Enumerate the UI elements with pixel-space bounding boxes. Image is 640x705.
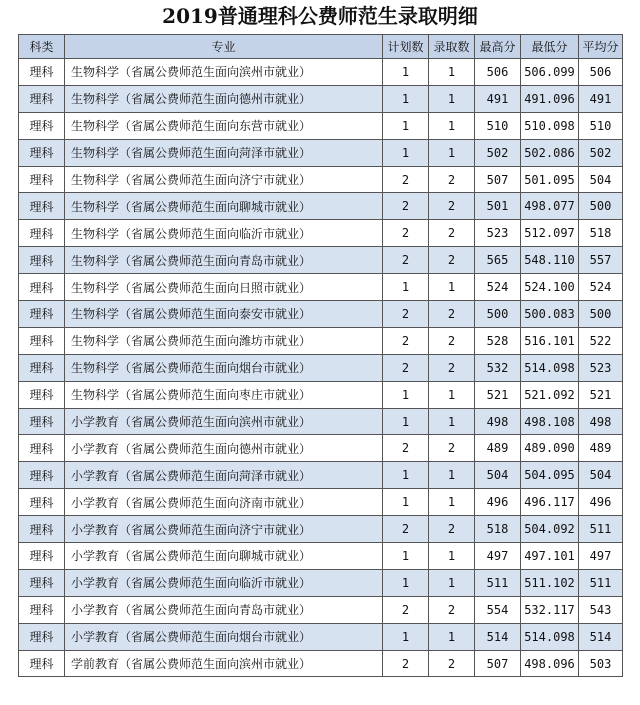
cell-min-score: 489.090 — [521, 435, 579, 462]
cell-avg-score: 503 — [579, 650, 623, 677]
header-category: 科类 — [19, 35, 65, 59]
table-header-row — [19, 35, 623, 59]
cell-major: 生物科学（省属公费师范生面向日照市就业） — [65, 274, 383, 301]
cell-max-score: 514 — [475, 623, 521, 650]
cell-max-score: 501 — [475, 193, 521, 220]
cell-avg-score: 491 — [579, 85, 623, 112]
cell-category: 理科 — [19, 650, 65, 677]
cell-major: 生物科学（省属公费师范生面向烟台市就业） — [65, 354, 383, 381]
cell-min-score: 504.092 — [521, 516, 579, 543]
cell-min-score: 498.077 — [521, 193, 579, 220]
cell-category: 理科 — [19, 247, 65, 274]
cell-major: 小学教育（省属公费师范生面向滨州市就业） — [65, 408, 383, 435]
cell-plan: 1 — [383, 489, 429, 516]
cell-category: 理科 — [19, 435, 65, 462]
cell-plan: 2 — [383, 247, 429, 274]
table-row — [19, 596, 623, 623]
cell-admitted: 1 — [429, 381, 475, 408]
cell-admitted: 2 — [429, 220, 475, 247]
cell-admitted: 1 — [429, 408, 475, 435]
cell-category: 理科 — [19, 381, 65, 408]
cell-major: 小学教育（省属公费师范生面向临沂市就业） — [65, 569, 383, 596]
cell-admitted: 2 — [429, 193, 475, 220]
table-row — [19, 193, 623, 220]
cell-category: 理科 — [19, 193, 65, 220]
cell-max-score: 497 — [475, 543, 521, 570]
cell-category: 理科 — [19, 59, 65, 86]
cell-category: 理科 — [19, 301, 65, 328]
cell-avg-score: 543 — [579, 596, 623, 623]
cell-max-score: 507 — [475, 650, 521, 677]
cell-avg-score: 557 — [579, 247, 623, 274]
cell-category: 理科 — [19, 569, 65, 596]
cell-min-score: 498.108 — [521, 408, 579, 435]
cell-category: 理科 — [19, 543, 65, 570]
header-major: 专业 — [65, 35, 383, 59]
table-row — [19, 516, 623, 543]
cell-min-score: 511.102 — [521, 569, 579, 596]
cell-max-score: 491 — [475, 85, 521, 112]
cell-avg-score: 497 — [579, 543, 623, 570]
cell-admitted: 2 — [429, 596, 475, 623]
cell-avg-score: 498 — [579, 408, 623, 435]
cell-admitted: 1 — [429, 623, 475, 650]
cell-max-score: 502 — [475, 139, 521, 166]
cell-major: 小学教育（省属公费师范生面向济宁市就业） — [65, 516, 383, 543]
cell-avg-score: 510 — [579, 112, 623, 139]
cell-max-score: 489 — [475, 435, 521, 462]
cell-category: 理科 — [19, 489, 65, 516]
cell-plan: 2 — [383, 193, 429, 220]
cell-min-score: 521.092 — [521, 381, 579, 408]
cell-avg-score: 496 — [579, 489, 623, 516]
cell-category: 理科 — [19, 274, 65, 301]
header-max-score: 最高分 — [475, 35, 521, 59]
cell-admitted: 2 — [429, 516, 475, 543]
table-row — [19, 543, 623, 570]
cell-max-score: 510 — [475, 112, 521, 139]
cell-category: 理科 — [19, 596, 65, 623]
table-row — [19, 112, 623, 139]
table-row — [19, 489, 623, 516]
cell-major: 生物科学（省属公费师范生面向菏泽市就业） — [65, 139, 383, 166]
cell-category: 理科 — [19, 166, 65, 193]
cell-major: 生物科学（省属公费师范生面向泰安市就业） — [65, 301, 383, 328]
cell-plan: 1 — [383, 543, 429, 570]
cell-admitted: 1 — [429, 543, 475, 570]
cell-max-score: 554 — [475, 596, 521, 623]
header-min-score: 最低分 — [521, 35, 579, 59]
cell-avg-score: 511 — [579, 569, 623, 596]
table-row — [19, 569, 623, 596]
cell-admitted: 1 — [429, 489, 475, 516]
cell-major: 小学教育（省属公费师范生面向德州市就业） — [65, 435, 383, 462]
cell-plan: 1 — [383, 462, 429, 489]
cell-plan: 1 — [383, 112, 429, 139]
cell-min-score: 510.098 — [521, 112, 579, 139]
cell-plan: 1 — [383, 623, 429, 650]
cell-admitted: 1 — [429, 139, 475, 166]
cell-avg-score: 521 — [579, 381, 623, 408]
cell-avg-score: 504 — [579, 166, 623, 193]
table-row — [19, 462, 623, 489]
table-row — [19, 408, 623, 435]
cell-min-score: 504.095 — [521, 462, 579, 489]
cell-plan: 2 — [383, 166, 429, 193]
cell-plan: 2 — [383, 596, 429, 623]
cell-plan: 1 — [383, 408, 429, 435]
cell-min-score: 498.096 — [521, 650, 579, 677]
cell-category: 理科 — [19, 408, 65, 435]
cell-category: 理科 — [19, 220, 65, 247]
cell-max-score: 521 — [475, 381, 521, 408]
table-row — [19, 220, 623, 247]
cell-major: 生物科学（省属公费师范生面向潍坊市就业） — [65, 327, 383, 354]
cell-major: 生物科学（省属公费师范生面向德州市就业） — [65, 85, 383, 112]
cell-category: 理科 — [19, 462, 65, 489]
cell-max-score: 507 — [475, 166, 521, 193]
cell-min-score: 512.097 — [521, 220, 579, 247]
cell-avg-score: 500 — [579, 193, 623, 220]
cell-major: 生物科学（省属公费师范生面向临沂市就业） — [65, 220, 383, 247]
cell-max-score: 506 — [475, 59, 521, 86]
table-row — [19, 301, 623, 328]
cell-max-score: 511 — [475, 569, 521, 596]
cell-plan: 2 — [383, 220, 429, 247]
cell-major: 生物科学（省属公费师范生面向东营市就业） — [65, 112, 383, 139]
cell-major: 生物科学（省属公费师范生面向青岛市就业） — [65, 247, 383, 274]
cell-min-score: 548.110 — [521, 247, 579, 274]
cell-admitted: 1 — [429, 462, 475, 489]
cell-min-score: 497.101 — [521, 543, 579, 570]
cell-min-score: 514.098 — [521, 623, 579, 650]
cell-avg-score: 514 — [579, 623, 623, 650]
cell-plan: 1 — [383, 139, 429, 166]
cell-admitted: 2 — [429, 301, 475, 328]
cell-min-score: 524.100 — [521, 274, 579, 301]
table-row — [19, 435, 623, 462]
cell-max-score: 504 — [475, 462, 521, 489]
cell-plan: 2 — [383, 650, 429, 677]
cell-admitted: 1 — [429, 274, 475, 301]
cell-major: 生物科学（省属公费师范生面向济宁市就业） — [65, 166, 383, 193]
header-avg-score: 平均分 — [579, 35, 623, 59]
cell-major: 生物科学（省属公费师范生面向聊城市就业） — [65, 193, 383, 220]
cell-avg-score: 489 — [579, 435, 623, 462]
cell-plan: 1 — [383, 59, 429, 86]
cell-max-score: 498 — [475, 408, 521, 435]
cell-avg-score: 524 — [579, 274, 623, 301]
cell-major: 小学教育（省属公费师范生面向济南市就业） — [65, 489, 383, 516]
cell-min-score: 516.101 — [521, 327, 579, 354]
cell-avg-score: 523 — [579, 354, 623, 381]
table-row — [19, 139, 623, 166]
cell-max-score: 528 — [475, 327, 521, 354]
table-row — [19, 166, 623, 193]
cell-major: 生物科学（省属公费师范生面向枣庄市就业） — [65, 381, 383, 408]
cell-admitted: 2 — [429, 166, 475, 193]
cell-major: 小学教育（省属公费师范生面向聊城市就业） — [65, 543, 383, 570]
table-row — [19, 247, 623, 274]
cell-min-score: 501.095 — [521, 166, 579, 193]
cell-plan: 2 — [383, 435, 429, 462]
cell-min-score: 496.117 — [521, 489, 579, 516]
cell-min-score: 502.086 — [521, 139, 579, 166]
cell-admitted: 1 — [429, 112, 475, 139]
cell-min-score: 532.117 — [521, 596, 579, 623]
cell-plan: 2 — [383, 516, 429, 543]
cell-max-score: 500 — [475, 301, 521, 328]
cell-major: 学前教育（省属公费师范生面向滨州市就业） — [65, 650, 383, 677]
table-row — [19, 327, 623, 354]
cell-plan: 1 — [383, 381, 429, 408]
cell-category: 理科 — [19, 623, 65, 650]
cell-plan: 2 — [383, 327, 429, 354]
table-row — [19, 59, 623, 86]
page-title: 2019普通理科公费师范生录取明细 — [162, 4, 478, 28]
cell-plan: 2 — [383, 301, 429, 328]
cell-plan: 1 — [383, 85, 429, 112]
header-admitted: 录取数 — [429, 35, 475, 59]
cell-major: 小学教育（省属公费师范生面向菏泽市就业） — [65, 462, 383, 489]
cell-max-score: 523 — [475, 220, 521, 247]
cell-max-score: 532 — [475, 354, 521, 381]
cell-max-score: 524 — [475, 274, 521, 301]
cell-admitted: 1 — [429, 85, 475, 112]
cell-admitted: 2 — [429, 247, 475, 274]
cell-plan: 1 — [383, 569, 429, 596]
cell-avg-score: 506 — [579, 59, 623, 86]
cell-min-score: 514.098 — [521, 354, 579, 381]
table-row — [19, 274, 623, 301]
cell-category: 理科 — [19, 85, 65, 112]
cell-admitted: 2 — [429, 327, 475, 354]
cell-avg-score: 522 — [579, 327, 623, 354]
cell-avg-score: 511 — [579, 516, 623, 543]
cell-avg-score: 518 — [579, 220, 623, 247]
cell-avg-score: 504 — [579, 462, 623, 489]
cell-major: 生物科学（省属公费师范生面向滨州市就业） — [65, 59, 383, 86]
cell-major: 小学教育（省属公费师范生面向烟台市就业） — [65, 623, 383, 650]
cell-plan: 2 — [383, 354, 429, 381]
table-row — [19, 650, 623, 677]
cell-category: 理科 — [19, 112, 65, 139]
cell-admitted: 2 — [429, 354, 475, 381]
cell-min-score: 491.096 — [521, 85, 579, 112]
table-row — [19, 354, 623, 381]
header-plan: 计划数 — [383, 35, 429, 59]
cell-admitted: 2 — [429, 435, 475, 462]
cell-major: 小学教育（省属公费师范生面向青岛市就业） — [65, 596, 383, 623]
cell-min-score: 506.099 — [521, 59, 579, 86]
cell-max-score: 565 — [475, 247, 521, 274]
cell-avg-score: 500 — [579, 301, 623, 328]
cell-admitted: 1 — [429, 569, 475, 596]
cell-min-score: 500.083 — [521, 301, 579, 328]
cell-plan: 1 — [383, 274, 429, 301]
table-row — [19, 623, 623, 650]
table-row — [19, 381, 623, 408]
cell-avg-score: 502 — [579, 139, 623, 166]
cell-category: 理科 — [19, 139, 65, 166]
admission-table — [18, 34, 623, 677]
cell-max-score: 496 — [475, 489, 521, 516]
cell-max-score: 518 — [475, 516, 521, 543]
cell-admitted: 1 — [429, 59, 475, 86]
cell-category: 理科 — [19, 354, 65, 381]
cell-category: 理科 — [19, 516, 65, 543]
table-row — [19, 85, 623, 112]
cell-admitted: 2 — [429, 650, 475, 677]
cell-category: 理科 — [19, 327, 65, 354]
